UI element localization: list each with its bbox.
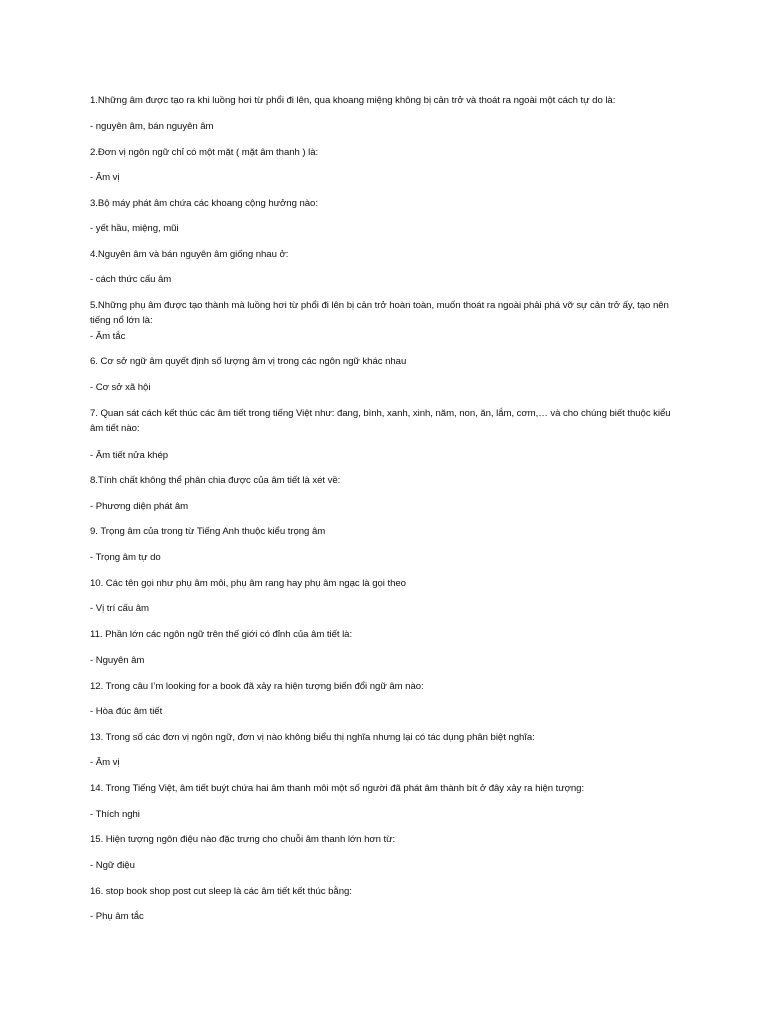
answer-8: - Phương diện phát âm xyxy=(90,501,189,512)
answer-3: - yết hầu, miệng, mũi xyxy=(90,223,179,234)
answer-16: - Phụ âm tắc xyxy=(90,911,144,922)
question-8: 8.Tính chất không thể phân chia được của âm tiết là xét về: xyxy=(90,475,341,486)
answer-7: - Âm tiết nửa khép xyxy=(90,450,169,461)
question-1: 1.Những âm được tạo ra khi luồng hơi từ phổi đi lên, qua khoang miệng không bị cản trở và thoát ra ngoài một cách tự do là: xyxy=(90,95,616,106)
answer-12: - Hòa đúc âm tiết xyxy=(90,706,163,717)
answer-4: - cách thức cấu âm xyxy=(90,274,172,285)
answer-1: - nguyên âm, bán nguyên âm xyxy=(90,121,214,132)
question-2: 2.Đơn vị ngôn ngữ chỉ có một mặt ( mặt âm thanh ) là: xyxy=(90,147,319,158)
question-6: 6. Cơ sở ngữ âm quyết định số lượng âm vị trong các ngôn ngữ khác nhau xyxy=(90,356,407,367)
question-7: 7. Quan sát cách kết thúc các âm tiết trong tiếng Việt như: đang, bình, xanh, xinh, năm, non, ăn, lắm, cơm,… và cho chúng biết thuộc kiểu âm tiết nào: xyxy=(90,408,671,434)
question-16: 16. stop book shop post cut sleep là các âm tiết kết thúc bằng: xyxy=(90,886,352,897)
question-12: 12. Trong câu I’m looking for a book đã xảy ra hiện tượng biến đổi ngữ âm nào: xyxy=(90,681,424,692)
question-15: 15. Hiện tượng ngôn điệu nào đặc trưng cho chuỗi âm thanh lớn hơn từ: xyxy=(90,834,396,845)
answer-13: - Âm vị xyxy=(90,757,120,768)
answer-2: - Âm vị xyxy=(90,172,120,183)
question-3: 3.Bộ máy phát âm chứa các khoang cộng hưởng nào: xyxy=(90,198,318,209)
question-9: 9. Trọng âm của trong từ Tiếng Anh thuộc kiểu trọng âm xyxy=(90,526,326,537)
answer-10: - Vị trí cấu âm xyxy=(90,603,149,614)
answer-5: - Âm tắc xyxy=(90,331,126,342)
answer-14: - Thích nghi xyxy=(90,809,140,820)
question-14: 14. Trong Tiếng Việt, âm tiết buýt chứa hai âm thanh môi một số người đã phát âm thành bít ở đây xảy ra hiện tượng: xyxy=(90,783,585,794)
question-5: 5.Những phụ âm được tạo thành mà luồng hơi từ phổi đi lên bị cản trở hoàn toàn, muốn thoát ra ngoài phải phá vỡ sự cản trở ấy, tạo nên tiếng nổ lớn là: xyxy=(90,300,669,326)
answer-15: - Ngữ điệu xyxy=(90,860,135,871)
answer-9: - Trọng âm tự do xyxy=(90,552,161,563)
answer-11: - Nguyên âm xyxy=(90,655,145,666)
answer-6: - Cơ sở xã hội xyxy=(90,382,151,393)
question-13: 13. Trong số các đơn vị ngôn ngữ, đơn vị nào không biểu thị nghĩa nhưng lại có tác dụng phân biệt nghĩa: xyxy=(90,732,535,743)
question-11: 11. Phần lớn các ngôn ngữ trên thế giới có đỉnh của âm tiết là: xyxy=(90,629,353,640)
question-10: 10. Các tên gọi như phụ âm môi, phụ âm rang hay phụ âm ngạc là gọi theo xyxy=(90,578,406,589)
question-4: 4.Nguyên âm và bán nguyên âm giống nhau ở: xyxy=(90,249,289,260)
